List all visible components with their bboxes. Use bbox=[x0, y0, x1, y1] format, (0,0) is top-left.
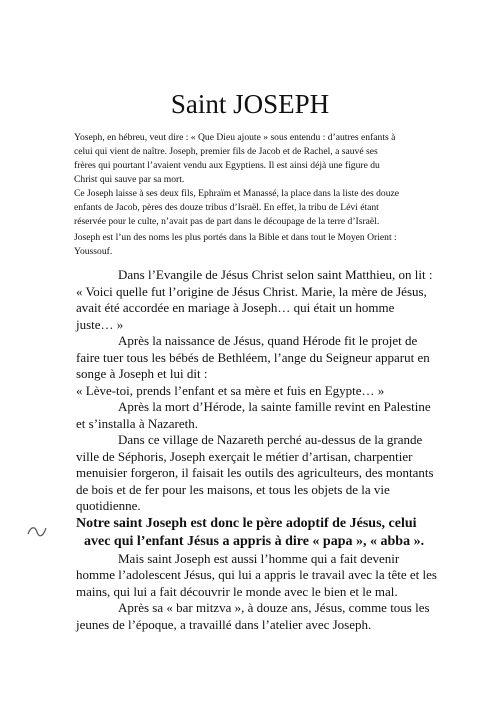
bold-statement-line: avec qui l’enfant Jésus a appris à dire « papa », « abba ». bbox=[84, 533, 425, 549]
text-line: Après sa « bar mitzva », à douze ans, Jésus, comme tous les bbox=[118, 600, 430, 615]
text-line: jeunes de l’époque, a travaillé dans l’atelier avec Joseph. bbox=[76, 616, 372, 632]
text-line: quotidienne. bbox=[76, 498, 141, 513]
text-line: frères qui pourtant l’avaient vendu aux Egyptiens. Il est ainsi déjà une figure du bbox=[74, 160, 380, 171]
text-line: Ce Joseph laisse à ses deux fils, Ephraïm et Manassé, la place dans la liste des douze bbox=[74, 188, 400, 199]
text-line: Après la naissance de Jésus, quand Hérode fit le projet de bbox=[118, 333, 418, 348]
text-line: juste… » bbox=[76, 316, 124, 332]
page-title: Saint JOSEPH bbox=[170, 89, 330, 119]
text-line: faire tuer tous les bébés de Bethléem, l’ange du Seigneur apparut en bbox=[76, 349, 430, 365]
text-line: mains, qui lui a fait découvrir le monde avec le bien et le mal. bbox=[76, 583, 398, 599]
text-line: menuisier forgeron, il faisait les outils des agriculteurs, des montants bbox=[76, 465, 434, 480]
text-line: Après la mort d’Hérode, la sainte famille revint en Palestine bbox=[118, 399, 431, 414]
bold-statement-line: Notre saint Joseph est donc le père adoptif de Jésus, celui bbox=[76, 515, 417, 531]
text-line: Joseph est l’un des noms les plus portés dans la Bible et dans tout le Moyen Orient : bbox=[74, 232, 397, 243]
text-line: ville de Séphoris, Joseph exerçait le métier d’artisan, charpentier bbox=[76, 448, 413, 464]
text-line: celui qui vient de naître. Joseph, premier fils de Jacob et de Rachel, a sauvé ses bbox=[74, 146, 378, 157]
text-line: Yoseph, en hébreu, veut dire : « Que Dieu ajoute » sous entendu : d’autres enfants à bbox=[74, 132, 396, 143]
intro-note-paragraph bbox=[74, 231, 440, 259]
text-line: Mais saint Joseph est aussi l’homme qui a fait devenir bbox=[118, 550, 400, 566]
text-line: avait été accordée en mariage à Joseph… qui était un homme bbox=[76, 300, 395, 315]
text-line: Christ qui sauve par sa mort. bbox=[74, 174, 185, 185]
text-line: de bois et de fer pour les maisons, et tous les objets de la vie bbox=[76, 481, 390, 497]
text-line: et s’installa à Nazareth. bbox=[76, 415, 198, 431]
text-line: Youssouf. bbox=[74, 246, 113, 257]
text-line: songe à Joseph et lui dit : bbox=[76, 366, 208, 381]
text-line: réservée pour le culte, n’avait pas de part dans le découpage de la terre d’Israël. bbox=[74, 216, 380, 227]
text-line: Dans l’Evangile de Jésus Christ selon saint Matthieu, on lit : bbox=[118, 267, 433, 282]
main-body bbox=[76, 267, 442, 633]
text-line: enfants de Jacob, pères des douze tribus d’Israël. En effet, la tribu de Lévi étant bbox=[74, 202, 379, 213]
text-line: homme l’adolescent Jésus, qui lui a appris le travail avec la tête et les bbox=[76, 567, 437, 582]
text-line: Dans ce village de Nazareth perché au-dessus de la grande bbox=[118, 432, 423, 447]
margin-squiggle-mark bbox=[26, 524, 48, 538]
text-line: « Voici quelle fut l’origine de Jésus Christ. Marie, la mère de Jésus, bbox=[76, 283, 427, 299]
intro-paragraph bbox=[74, 131, 440, 229]
text-line: « Lève-toi, prends l’enfant et sa mère et fuis en Egypte… » bbox=[76, 382, 385, 398]
